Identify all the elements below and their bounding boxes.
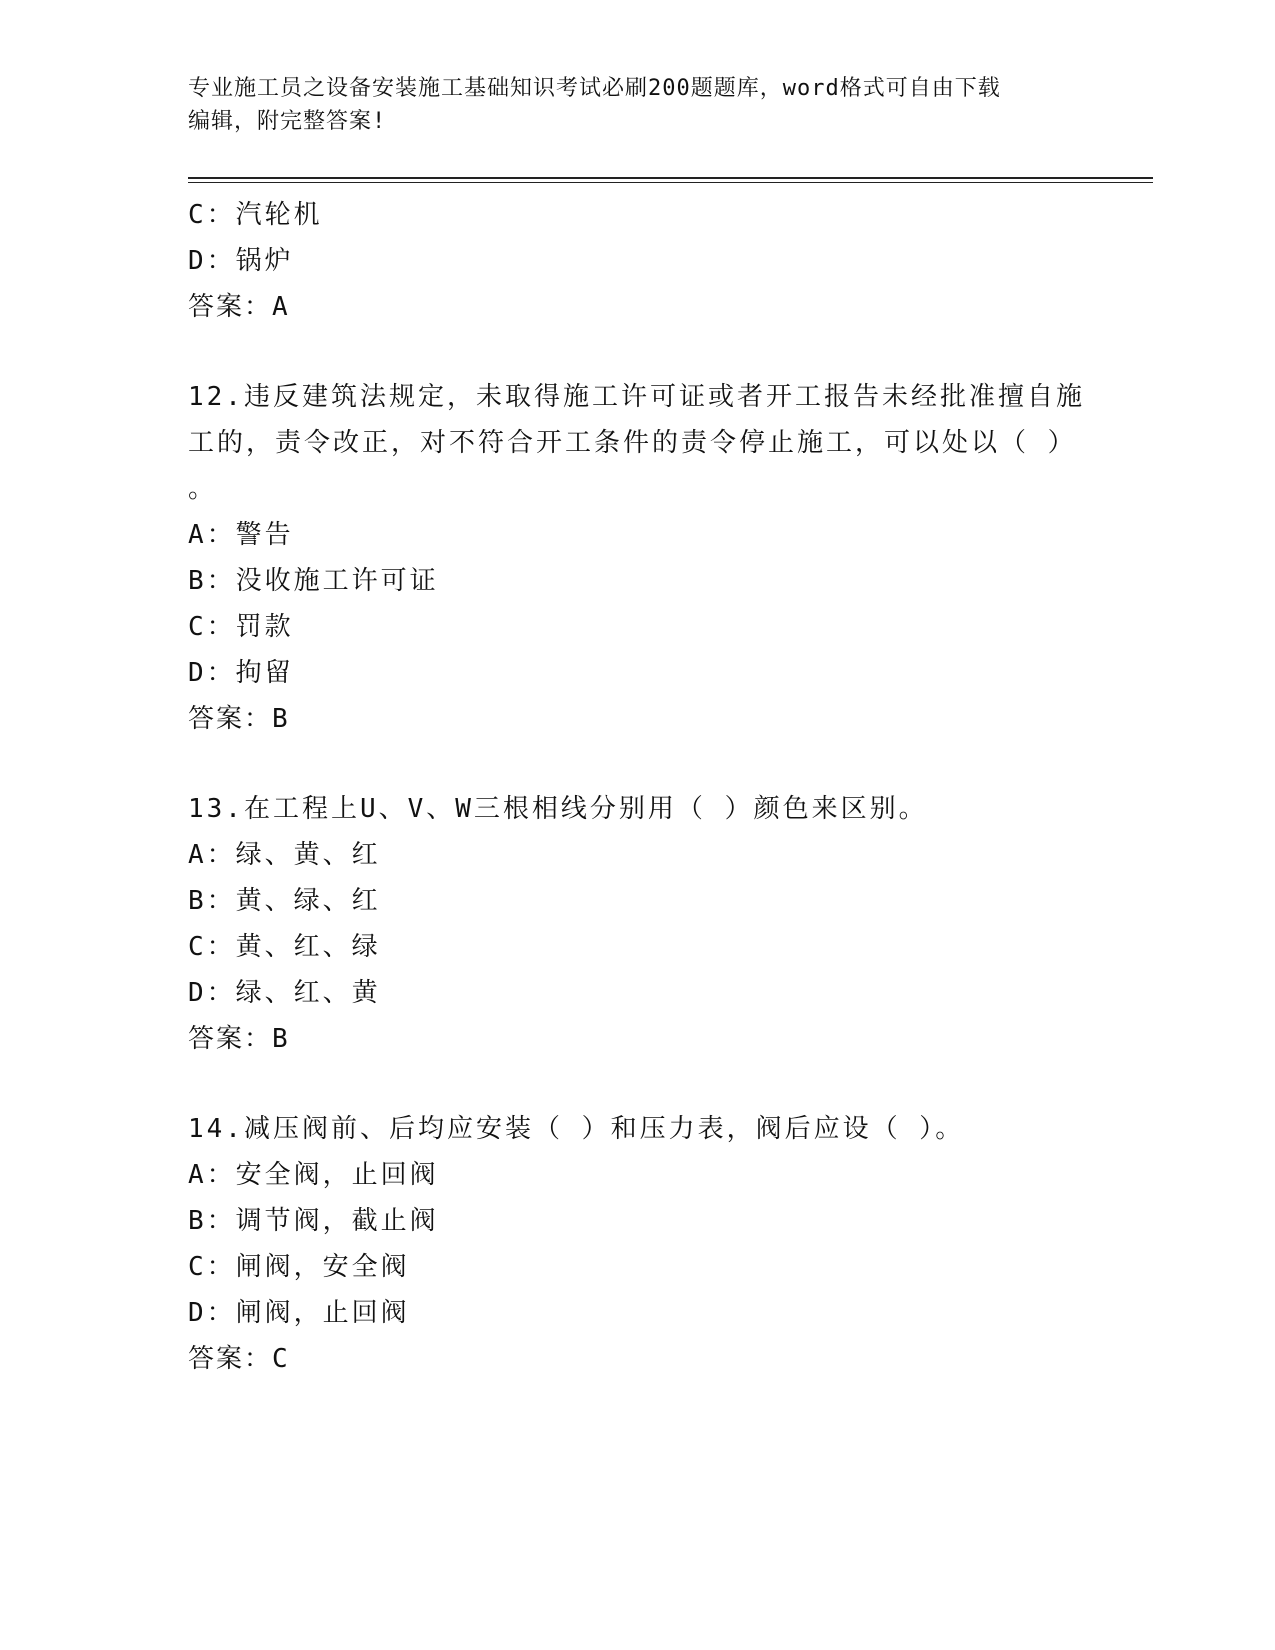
question-14 [188,1106,1088,1382]
header-title-line-2: 编辑，附完整答案! [188,109,387,134]
answer-line: 答案：B [188,704,290,734]
option-b: B：调节阀，截止阀 [188,1206,439,1236]
answer-line: 答案：A [188,292,290,322]
option-a: A：警告 [188,520,294,550]
option-d: D：绿、红、黄 [188,978,381,1008]
spacer [188,1062,1088,1106]
question-list [188,192,1088,1382]
answer-line: 答案：B [188,1024,290,1054]
option-c: C：罚款 [188,612,294,642]
header-title-line-1: 专业施工员之设备安装施工基础知识考试必刷200题题库，word格式可自由下载 [188,76,1001,101]
option-a: A：绿、黄、红 [188,840,381,870]
option-d: D：闸阀，止回阀 [188,1298,410,1328]
option-b: B：黄、绿、红 [188,886,381,916]
document-header [188,72,1088,138]
spacer [188,330,1088,374]
question-stem-line: 12.违反建筑法规定，未取得施工许可证或者开工报告未经批准擅自施 [188,382,1085,412]
option-d: D：锅炉 [188,246,294,276]
question-11-continuation [188,192,1088,330]
header-divider-thin [188,182,1153,183]
question-stem-line: 工的，责令改正，对不符合开工条件的责令停止施工，可以处以（ ） [188,428,1077,458]
answer-line: 答案：C [188,1344,290,1374]
question-stem-line: 。 [188,474,218,504]
option-c: C：黄、红、绿 [188,932,381,962]
option-c: C：汽轮机 [188,200,323,230]
question-stem-line: 14.减压阀前、后均应安装（ ）和压力表，阀后应设（ ）。 [188,1114,965,1144]
option-d: D：拘留 [188,658,294,688]
question-12 [188,374,1088,742]
spacer [188,742,1088,786]
header-divider-thick [188,177,1153,179]
question-13 [188,786,1088,1062]
option-b: B：没收施工许可证 [188,566,439,596]
option-c: C：闸阀，安全阀 [188,1252,410,1282]
option-a: A：安全阀，止回阀 [188,1160,439,1190]
question-stem-line: 13.在工程上U、V、W三根相线分别用（ ）颜色来区别。 [188,794,928,824]
